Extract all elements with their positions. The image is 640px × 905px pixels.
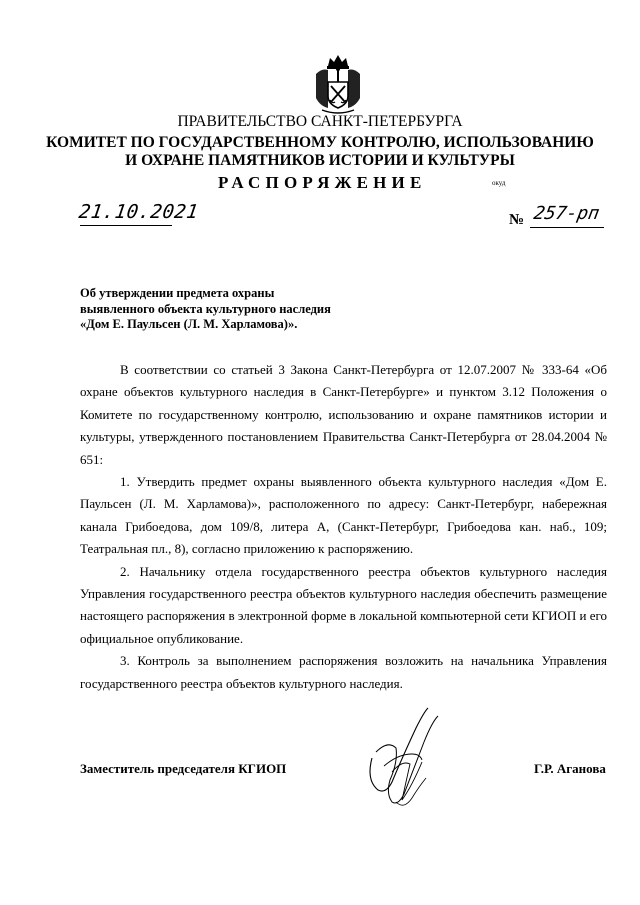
date-underline — [80, 225, 172, 226]
document-subject — [80, 286, 410, 333]
number-label: № — [509, 212, 525, 228]
body-item-3: 3. Контроль за выполнением распоряжения возложить на начальника Управления государственного реестра объектов культурного наследия. — [80, 653, 607, 691]
government-name: ПРАВИТЕЛЬСТВО САНКТ-ПЕТЕРБУРГА — [177, 113, 463, 130]
signer-name: Г.Р. Аганова — [534, 761, 606, 776]
subject-line2: выявленного объекта культурного наследия — [80, 301, 331, 316]
okud-label: окуд — [492, 179, 506, 187]
document-date: 21.10.2021 — [77, 201, 200, 223]
body-item-1: 1. Утвердить предмет охраны выявленного объекта культурного наследия «Дом Е. Паульсен (Л. М. Харламова)», расположенного по адресу: Санкт-Петербург, набережная канала Грибоедова, дом 109/8, литера А, (Санкт-Петербург, Грибоедова кан. наб., 109; Театральная пл., 8), согласно приложению к распоряжению. — [80, 474, 607, 557]
committee-name — [0, 134, 640, 170]
committee-name-line2: И ОХРАНЕ ПАМЯТНИКОВ ИСТОРИИ И КУЛЬТУРЫ — [125, 152, 515, 169]
body-item-2: 2. Начальнику отдела государственного реестра объектов культурного наследия Управления государственного реестра объектов культурного наследия обеспечить размещение настоящего распоряжения в электронной форме в локальной компьютерной сети КГИОП и его официальное опубликование. — [80, 563, 607, 646]
number-underline — [530, 227, 604, 228]
committee-name-line1: КОМИТЕТ ПО ГОСУДАРСТВЕННОМУ КОНТРОЛЮ, ИСПОЛЬЗОВАНИЮ — [46, 134, 594, 151]
document-type-title: РАСПОРЯЖЕНИЕ — [218, 173, 427, 192]
body-intro-paragraph: В соответствии со статьей 3 Закона Санкт-Петербурга от 12.07.2007 № 333-64 «Об охране объектов культурного наследия в Санкт-Петербурге» и пунктом 3.12 Положения о Комитете по государственному контролю, использованию и охране памятников истории и культуры, утвержденного постановлением Правительства Санкт-Петербурга от 28.04.2004 № 651: — [80, 362, 607, 467]
handwritten-signature-icon — [362, 702, 450, 814]
st-petersburg-coat-of-arms-icon — [312, 52, 364, 116]
subject-line1: Об утверждении предмета охраны — [80, 286, 275, 300]
subject-line3: «Дом Е. Паульсен (Л. М. Харламова)». — [80, 317, 298, 331]
signer-role: Заместитель председателя КГИОП — [80, 761, 287, 776]
document-number: 257-рп — [532, 203, 601, 224]
document-body — [80, 359, 607, 695]
